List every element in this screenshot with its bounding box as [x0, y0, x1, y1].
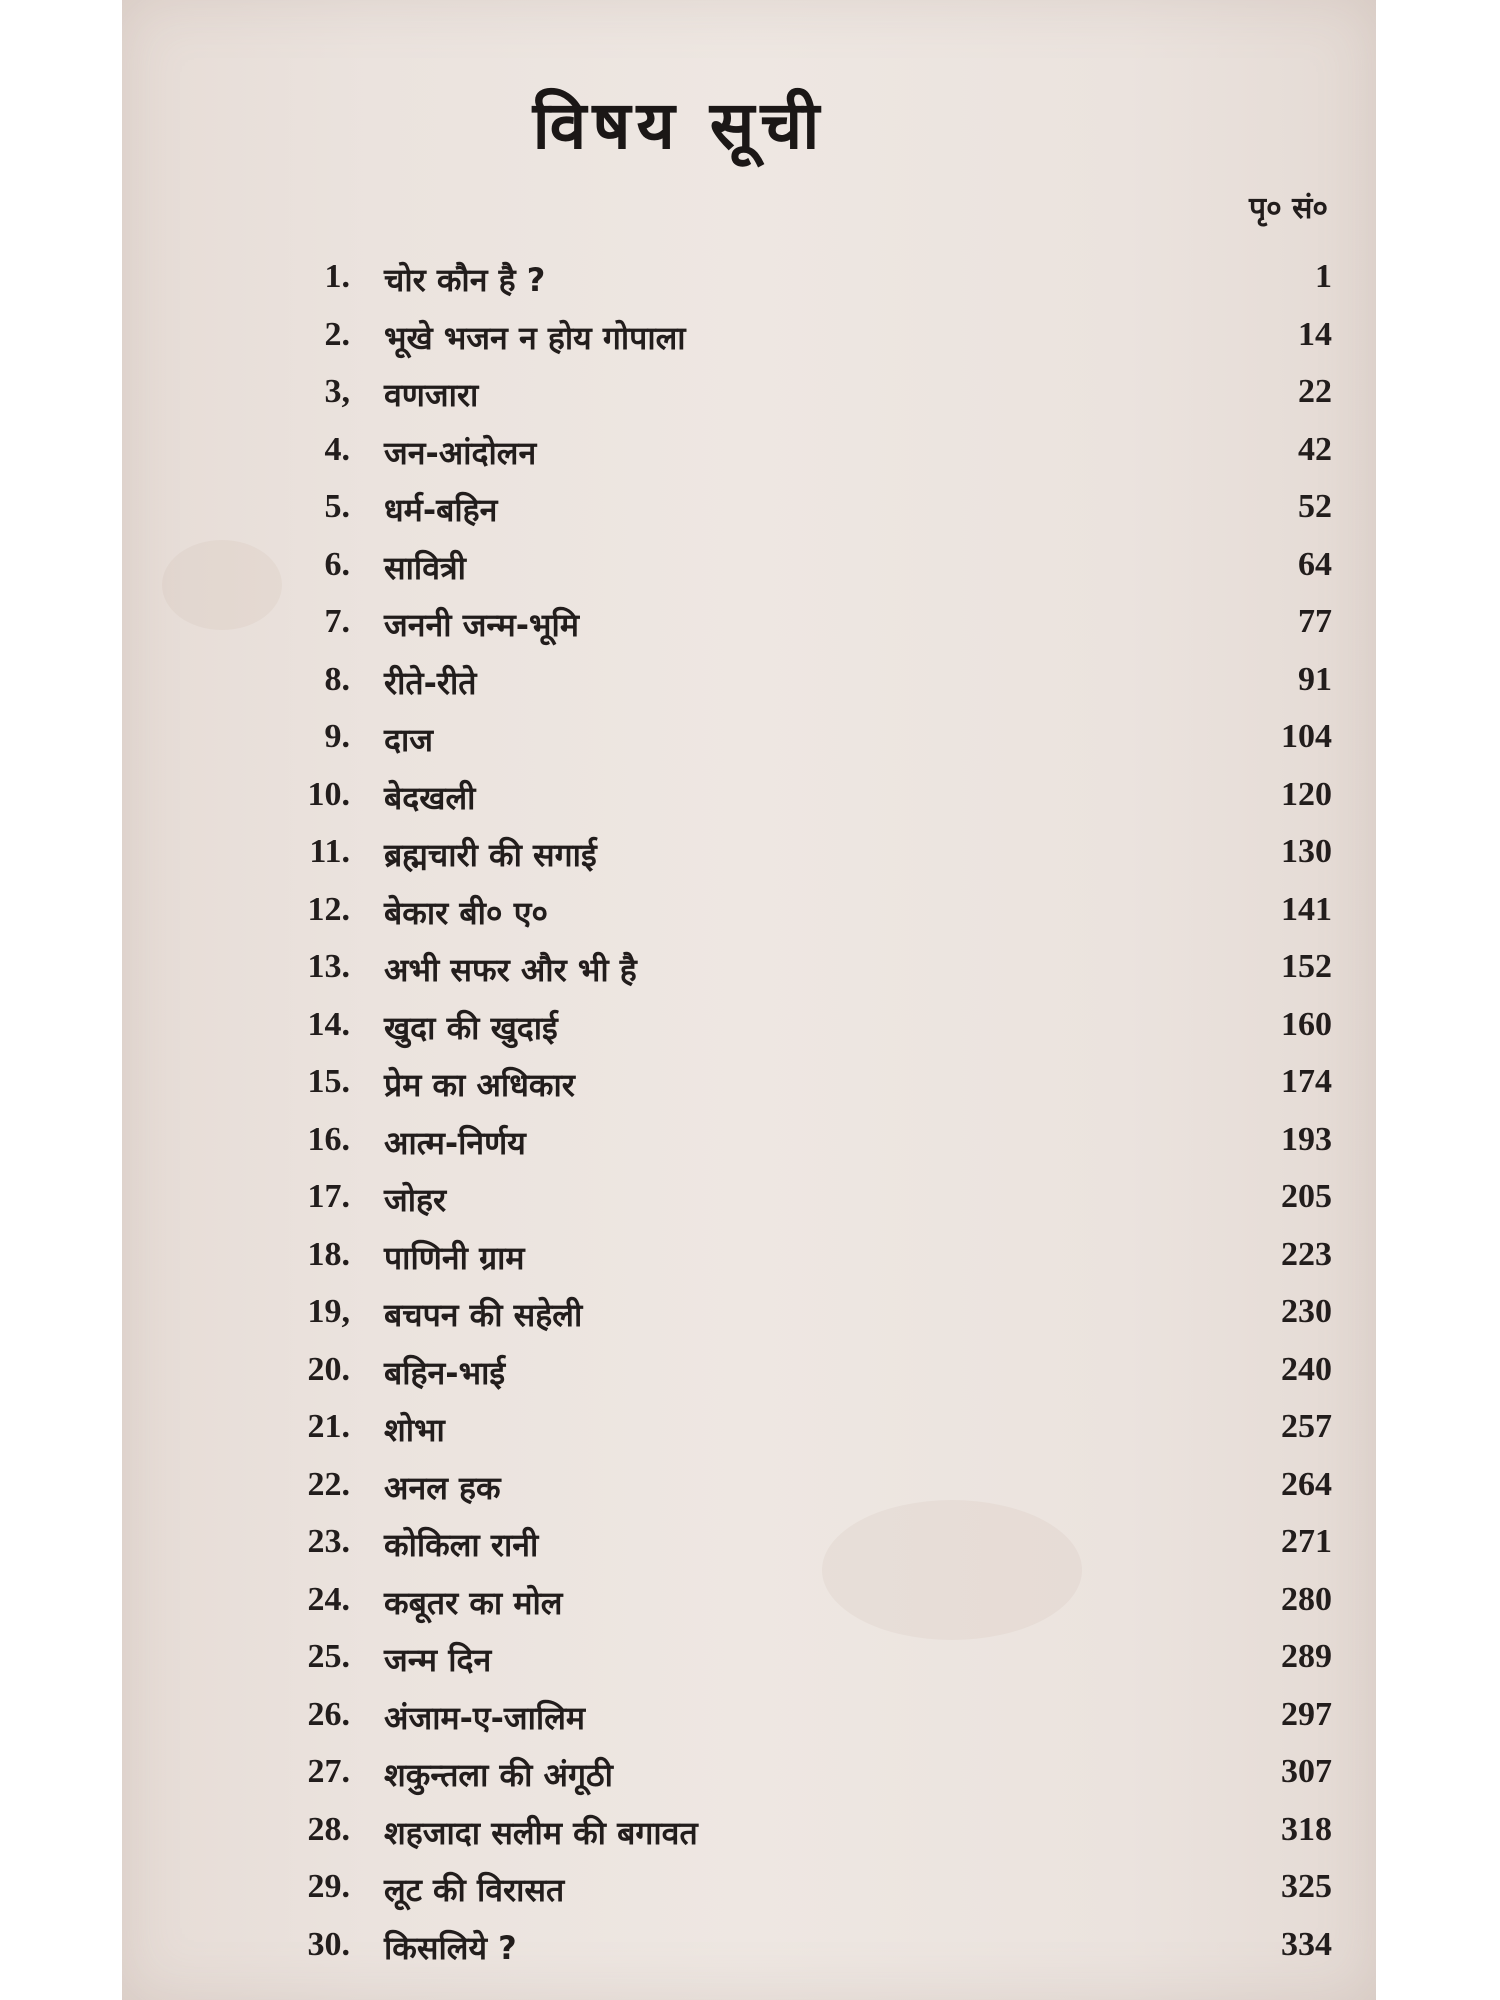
toc-entry-page-number: 64 [1298, 545, 1332, 583]
toc-entry-number: 16. [307, 1120, 350, 1158]
toc-entry [122, 1523, 1376, 1581]
table-of-contents [122, 258, 1376, 1983]
toc-entry-title: ब्रह्मचारी की सगाई [384, 836, 597, 874]
toc-entry-page-number: 141 [1281, 890, 1332, 928]
toc-entry-page-number: 307 [1281, 1753, 1332, 1790]
toc-entry [122, 1121, 1376, 1179]
toc-entry-number: 17. [307, 1178, 350, 1215]
toc-entry-page-number: 91 [1298, 660, 1332, 698]
toc-entry-page-number: 22 [1298, 373, 1332, 410]
toc-entry [122, 1753, 1376, 1811]
toc-entry-title: धर्म-बहिन [384, 491, 498, 529]
toc-entry-number: 1. [324, 258, 350, 295]
toc-entry [122, 718, 1376, 776]
toc-entry-number: 12. [307, 890, 350, 928]
toc-entry-title: जन-आंदोलन [384, 433, 537, 472]
toc-entry-page-number: 152 [1281, 948, 1332, 985]
toc-entry-title: अंजाम-ए-जालिम [384, 1698, 586, 1737]
toc-entry-title: सावित्री [384, 548, 466, 587]
toc-entry-title: भूखे भजन न होय गोपाला [384, 318, 686, 357]
toc-entry-number: 25. [307, 1638, 350, 1675]
toc-entry-title: पाणिनी ग्राम [384, 1238, 525, 1277]
toc-entry-title: कबूतर का मोल [384, 1583, 563, 1622]
toc-entry-number: 30. [307, 1925, 350, 1963]
toc-entry-title: जन्म दिन [384, 1641, 492, 1679]
toc-entry [122, 833, 1376, 891]
toc-entry-title: शोभा [384, 1411, 445, 1449]
page-number-column-label: पृ० सं० [1249, 191, 1328, 226]
toc-entry [122, 1236, 1376, 1294]
toc-entry-page-number: 174 [1281, 1063, 1332, 1100]
toc-entry [122, 431, 1376, 489]
toc-entry-page-number: 318 [1281, 1810, 1332, 1848]
toc-entry-title: लूट की विरासत [384, 1871, 565, 1909]
toc-entry-page-number: 160 [1281, 1005, 1332, 1043]
toc-entry-number: 18. [307, 1235, 350, 1273]
toc-entry-title: बेदखली [384, 778, 476, 817]
toc-entry-title: बहिन-भाई [384, 1353, 506, 1392]
toc-entry-number: 15. [307, 1063, 350, 1100]
toc-entry-number: 3, [324, 373, 350, 410]
toc-entry [122, 891, 1376, 949]
toc-entry-number: 19, [307, 1293, 350, 1330]
toc-entry [122, 948, 1376, 1006]
toc-entry [122, 1581, 1376, 1639]
toc-entry-title: बेकार बी० ए० [384, 893, 549, 932]
toc-entry-page-number: 280 [1281, 1580, 1332, 1618]
toc-entry [122, 1006, 1376, 1064]
toc-entry-number: 22. [307, 1465, 350, 1503]
toc-entry-title: दाज [384, 721, 434, 759]
toc-entry-page-number: 325 [1281, 1868, 1332, 1905]
toc-entry-number: 13. [307, 948, 350, 985]
toc-entry-title: जोहर [384, 1181, 447, 1219]
toc-entry [122, 316, 1376, 374]
toc-entry-page-number: 297 [1281, 1695, 1332, 1733]
toc-entry-number: 28. [307, 1810, 350, 1848]
toc-entry-number: 5. [324, 488, 350, 525]
toc-entry-page-number: 271 [1281, 1523, 1332, 1560]
toc-entry [122, 1466, 1376, 1524]
toc-entry-page-number: 223 [1281, 1235, 1332, 1273]
toc-entry-number: 27. [307, 1753, 350, 1790]
toc-entry [122, 603, 1376, 661]
toc-entry-title: जननी जन्म-भूमि [384, 606, 579, 644]
toc-entry [122, 1293, 1376, 1351]
toc-entry-number: 26. [307, 1695, 350, 1733]
toc-entry-title: कोकिला रानी [384, 1526, 539, 1564]
toc-entry-number: 4. [324, 430, 350, 468]
toc-entry [122, 1926, 1376, 1984]
toc-entry-title: शकुन्तला की अंगूठी [384, 1756, 613, 1794]
toc-entry [122, 1178, 1376, 1236]
toc-entry-title: किसलिये ? [384, 1928, 517, 1967]
toc-entry-number: 20. [307, 1350, 350, 1388]
toc-entry-number: 8. [324, 660, 350, 698]
toc-entry [122, 776, 1376, 834]
toc-entry-page-number: 230 [1281, 1293, 1332, 1330]
toc-entry-number: 24. [307, 1580, 350, 1618]
book-page [122, 0, 1376, 2000]
toc-entry-title: खुदा की खुदाई [384, 1008, 558, 1047]
toc-entry-title: प्रेम का अधिकार [384, 1066, 575, 1104]
toc-entry-page-number: 1 [1315, 258, 1332, 295]
toc-entry-page-number: 14 [1298, 315, 1332, 353]
toc-entry-number: 10. [307, 775, 350, 813]
toc-entry-page-number: 257 [1281, 1408, 1332, 1445]
toc-entry-page-number: 240 [1281, 1350, 1332, 1388]
toc-entry [122, 1868, 1376, 1926]
toc-entry-page-number: 193 [1281, 1120, 1332, 1158]
toc-entry-title: अभी सफर और भी है [384, 951, 637, 989]
toc-entry-number: 23. [307, 1523, 350, 1560]
toc-entry-number: 11. [309, 833, 350, 870]
toc-entry-page-number: 77 [1298, 603, 1332, 640]
toc-entry [122, 1063, 1376, 1121]
toc-entry-number: 21. [307, 1408, 350, 1445]
toc-entry-page-number: 104 [1281, 718, 1332, 755]
toc-entry-page-number: 42 [1298, 430, 1332, 468]
toc-entry-title: बचपन की सहेली [384, 1296, 583, 1334]
toc-entry [122, 488, 1376, 546]
toc-entry [122, 1811, 1376, 1869]
toc-entry [122, 661, 1376, 719]
toc-entry-page-number: 130 [1281, 833, 1332, 870]
toc-entry-title: अनल हक [384, 1468, 501, 1507]
toc-entry [122, 1638, 1376, 1696]
toc-entry [122, 1351, 1376, 1409]
toc-entry-title: चोर कौन है ? [384, 261, 546, 299]
toc-entry-number: 29. [307, 1868, 350, 1905]
contents-heading: विषय सूची [532, 87, 826, 164]
toc-entry-page-number: 289 [1281, 1638, 1332, 1675]
toc-entry-number: 7. [324, 603, 350, 640]
toc-entry-title: शहजादा सलीम की बगावत [384, 1813, 698, 1852]
toc-entry-page-number: 264 [1281, 1465, 1332, 1503]
toc-entry-number: 14. [307, 1005, 350, 1043]
toc-entry-page-number: 120 [1281, 775, 1332, 813]
toc-entry-number: 9. [324, 718, 350, 755]
toc-entry-number: 6. [324, 545, 350, 583]
toc-entry [122, 258, 1376, 316]
toc-entry [122, 1696, 1376, 1754]
toc-entry-title: रीते-रीते [384, 663, 477, 702]
toc-entry-page-number: 334 [1281, 1925, 1332, 1963]
toc-entry-page-number: 205 [1281, 1178, 1332, 1215]
toc-entry-title: आत्म-निर्णय [384, 1123, 526, 1162]
toc-entry [122, 546, 1376, 604]
toc-entry-page-number: 52 [1298, 488, 1332, 525]
toc-entry [122, 1408, 1376, 1466]
toc-entry-number: 2. [324, 315, 350, 353]
toc-entry [122, 373, 1376, 431]
toc-entry-title: वणजारा [384, 376, 479, 414]
